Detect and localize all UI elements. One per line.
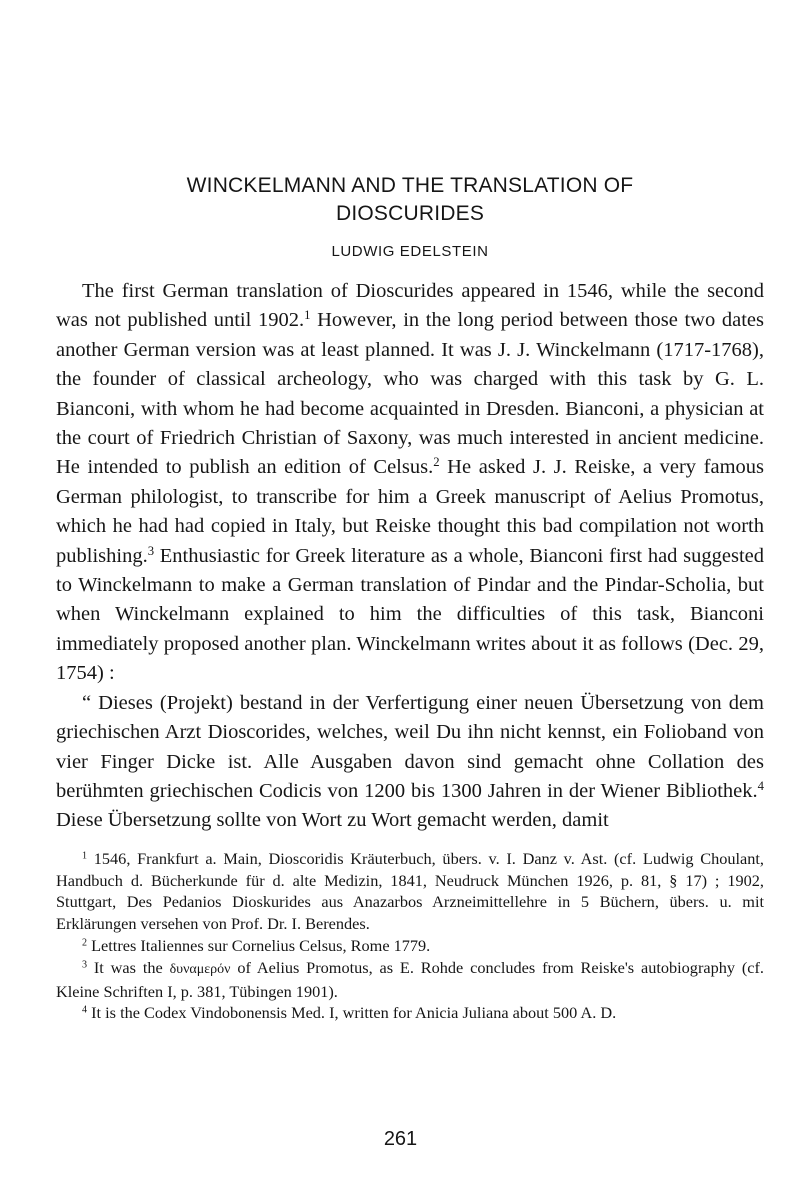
- footnote-reference-2: 2: [433, 455, 440, 470]
- footnote-reference-1: 1: [304, 308, 311, 323]
- body-text-run: The first German translation of Dioscurides appeared in 1546, while the second was not published until 1902.: [56, 280, 764, 332]
- body-text-run: He asked J. J. Reiske, a very famous German philologist, to transcribe for him a Greek manuscript of Aelius Promotus, which he had had copied in Italy, but Reiske thought this bad compilation not worth publishing.: [56, 456, 765, 567]
- footnote-4: [56, 1002, 764, 1024]
- footnote-reference-3: 3: [147, 543, 155, 558]
- page-number: 261: [383, 1128, 418, 1150]
- footnote-reference-4: 4: [757, 778, 764, 793]
- body-text-run: However, in the long period between those two dates another German version was at least planned. It was J. J. Winckelmann (1717-1768), the founder of classical archeology, who was charged with this task by G. L. Bianconi, with whom he had become acquainted in Dresden. Bianconi, a physician at the court of Friedrich Christian of Saxony, was much interested in ancient medicine. He intended to publish an edition of Celsus.: [56, 309, 764, 479]
- body-paragraph-2-quotation: [56, 689, 764, 836]
- article-body: [56, 277, 764, 836]
- page: [56, 172, 764, 1024]
- footnote-text: Lettres Italiennes sur Cornelius Celsus, Rome 1779.: [87, 935, 431, 955]
- footnote-text: It was the: [87, 957, 170, 977]
- author-name: LUDWIG EDELSTEIN: [331, 243, 489, 260]
- footnote-number: 3: [82, 959, 88, 971]
- footnote-2: [56, 935, 764, 957]
- body-text-run: Enthusiastic for Greek literature as a whole, Bianconi first had suggested to Winckelmann to make a German translation of Pindar and the Pindar-Scholia, but when Winckelmann explained to him the difficulties of this task, Bianconi immediately proposed another plan. Winckelmann writes about it as follows (Dec. 29, 1754) :: [56, 544, 764, 685]
- article-title: [56, 172, 764, 228]
- body-paragraph-1: [56, 277, 764, 689]
- footnote-number: 1: [82, 850, 88, 862]
- article-title-line-2: DIOSCURIDES: [335, 202, 485, 225]
- body-text-run: “ Dieses (Projekt) bestand in der Verfertigung einer neuen Übersetzung von dem griechischen Arzt Dioscorides, welches, weil Du ihn nicht kennst, ein Folioband von vier Finger Dicke ist. Alle Ausgaben davon sind gemacht ohne Collation des berühmten griechischen Codicis von 1200 bis 1300 Jahren in der Wiener Bibliothek.: [56, 691, 764, 802]
- body-text-run: Diese Übersetzung sollte von Wort zu Wort gemacht werden, damit: [56, 809, 609, 832]
- footnote-1: [56, 848, 764, 935]
- footnotes: [56, 848, 764, 1024]
- footnote-text: of Aelius Promotus, as E. Rohde concludes from Reiske's autobiography (cf. Kleine Schriften I, p. 381, Tübingen 1901).: [56, 957, 765, 1001]
- footnote-number: 2: [82, 937, 88, 949]
- footnote-text: 1546, Frankfurt a. Main, Dioscoridis Kräuterbuch, übers. v. I. Danz v. Ast. (cf. Ludwig Choulant, Handbuch d. Bücherkunde für d. alte Medizin, 1841, Neudruck München 1926, p. 81, § 17) ; 1902, Stuttgart, Des Pedanios Dioskurides aus Anazarbos Arzneimittellehre in 5 Büchern, übers. u. mit Erklärungen versehen von Prof. Dr. I. Berendes.: [56, 848, 764, 934]
- footnote-text: It is the Codex Vindobonensis Med. I, written for Anicia Juliana about 500 A. D.: [87, 1003, 617, 1023]
- greek-term: δυναμερόν: [169, 961, 231, 977]
- footnote-number: 4: [82, 1004, 88, 1016]
- article-title-line-1: WINCKELMANN AND THE TRANSLATION OF: [186, 174, 634, 197]
- footnote-3: [56, 957, 764, 1003]
